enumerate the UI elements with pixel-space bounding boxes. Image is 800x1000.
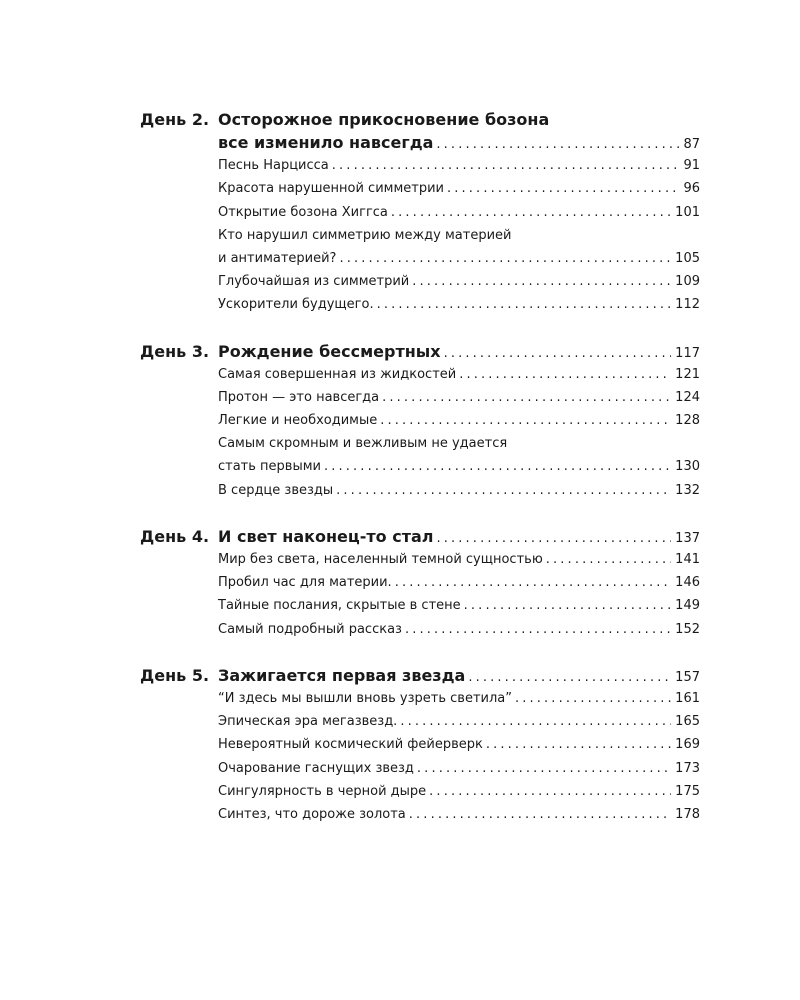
entry-title: Самая совершенная из жидкостей [218, 366, 457, 382]
entry-title: Очарование гаснущих звезд [218, 760, 414, 776]
toc-entry[interactable] [140, 363, 700, 386]
entry-title: Песнь Нарцисса [218, 158, 329, 174]
toc-entry[interactable] [140, 201, 700, 224]
leader-dots [417, 757, 671, 780]
section-gap [140, 502, 700, 525]
entry-title: Открытие бозона Хиггса [218, 204, 388, 220]
leader-dots [395, 571, 671, 594]
toc-entry[interactable] [140, 571, 700, 594]
entry-page: 112 [675, 297, 700, 313]
entry-title: “И здесь мы вышли вновь узреть светила” [218, 690, 512, 706]
chapter-2-number: День 2. [140, 110, 210, 129]
leader-dots [380, 409, 671, 432]
entry-title: Синтез, что дороже золота [218, 806, 406, 822]
leader-dots [444, 342, 672, 365]
leader-dots [409, 803, 671, 826]
entry-page: 101 [675, 204, 700, 220]
entry-page: 124 [675, 389, 700, 405]
entry-page: 165 [675, 714, 700, 730]
entry-page: 152 [675, 621, 700, 637]
chapter-2-title-line2: все изменило навсегда [218, 133, 434, 152]
chapter-2-heading[interactable] [140, 108, 700, 131]
table-of-contents [140, 108, 700, 826]
toc-entry[interactable] [140, 386, 700, 409]
toc-entry[interactable] [140, 780, 700, 803]
leader-dots [339, 247, 671, 270]
toc-entry[interactable] [140, 455, 700, 478]
chapter-4-title: И свет наконец-то стал [218, 526, 434, 546]
toc-entry[interactable] [140, 710, 700, 733]
leader-dots [436, 133, 679, 156]
chapter-3-heading[interactable] [140, 340, 700, 363]
toc-entry-line1[interactable] [140, 224, 700, 247]
leader-dots [400, 710, 671, 733]
entry-title: Ускорители будущего. [218, 297, 374, 313]
toc-entry[interactable] [140, 757, 700, 780]
entry-title: Глубочайшая из симметрий [218, 274, 410, 290]
toc-entry[interactable] [140, 409, 700, 432]
leader-dots [336, 479, 671, 502]
entry-page: 146 [675, 575, 700, 591]
entry-page: 149 [675, 598, 700, 614]
entry-page: 178 [675, 806, 700, 822]
toc-entry[interactable] [140, 270, 700, 293]
leader-dots [436, 527, 671, 550]
toc-entry[interactable] [140, 479, 700, 502]
entry-title: Красота нарушенной симметрии [218, 181, 444, 197]
toc-entry[interactable] [140, 618, 700, 641]
toc-entry[interactable] [140, 177, 700, 200]
entry-title-line1: Кто нарушил симметрию между материей [218, 227, 512, 243]
leader-dots [382, 386, 671, 409]
leader-dots [447, 177, 679, 200]
toc-entry[interactable] [140, 687, 700, 710]
chapter-2-page: 87 [683, 137, 700, 152]
entry-page: 161 [675, 690, 700, 706]
chapter-3-page: 117 [675, 345, 700, 361]
entry-title: Легкие и необходимые [218, 413, 378, 429]
entry-title: Самый подробный рассказ [218, 621, 402, 637]
toc-entry[interactable] [140, 594, 700, 617]
entry-page: 105 [675, 250, 700, 266]
leader-dots [412, 270, 671, 293]
entry-title: Сингулярность в черной дыре [218, 783, 427, 799]
entry-title: Протон — это навсегда [218, 389, 380, 405]
leader-dots [515, 687, 671, 710]
leader-dots [405, 618, 671, 641]
toc-entry[interactable] [140, 154, 700, 177]
toc-entry[interactable] [140, 548, 700, 571]
entry-title: Мир без света, населенный темной сущностью [218, 552, 543, 567]
entry-page: 121 [675, 366, 700, 382]
entry-title: Пробил час для материи. [218, 575, 392, 591]
leader-dots [459, 363, 671, 386]
section-gap [140, 317, 700, 340]
toc-entry[interactable] [140, 247, 700, 270]
entry-page: 109 [675, 274, 700, 290]
leader-dots [429, 780, 671, 803]
chapter-5-title: Зажигается первая звезда [218, 665, 466, 685]
section-gap [140, 641, 700, 664]
entry-title: и антиматерией? [218, 250, 337, 266]
entry-page: 169 [675, 737, 700, 753]
toc-entry-line1[interactable] [140, 432, 700, 455]
entry-page: 91 [683, 158, 700, 174]
leader-dots [332, 154, 680, 177]
entry-title-line1: Самым скромным и вежливым не удается [218, 436, 508, 452]
leader-dots [391, 201, 671, 224]
leader-dots [546, 548, 671, 571]
entry-page: 175 [675, 783, 700, 799]
entry-title: В сердце звезды [218, 482, 334, 498]
entry-page: 128 [675, 413, 700, 429]
chapter-3-number: День 3. [140, 341, 210, 361]
toc-entry[interactable] [140, 803, 700, 826]
toc-entry[interactable] [140, 293, 700, 316]
entry-title: стать первыми [218, 459, 321, 475]
entry-title: Эпическая эра мегазвезд. [218, 714, 398, 730]
chapter-2-heading-cont[interactable] [140, 131, 700, 154]
entry-title: Тайные послания, скрытые в стене [218, 598, 461, 614]
entry-page: 130 [675, 459, 700, 475]
entry-page: 96 [683, 181, 700, 197]
chapter-4-page: 137 [675, 530, 700, 546]
entry-page: 132 [675, 482, 700, 498]
chapter-5-heading[interactable] [140, 664, 700, 687]
chapter-4-heading[interactable] [140, 525, 700, 548]
chapter-4-number: День 4. [140, 526, 210, 546]
leader-dots [464, 594, 672, 617]
chapter-2-title-line1: Осторожное прикосновение бозона [218, 110, 550, 129]
chapter-5-number: День 5. [140, 665, 210, 685]
toc-entry[interactable] [140, 733, 700, 756]
entry-title: Невероятный космический фейерверк [218, 737, 483, 753]
chapter-5-page: 157 [675, 669, 700, 685]
leader-dots [324, 455, 671, 478]
leader-dots [486, 733, 671, 756]
entry-page: 173 [675, 760, 700, 776]
leader-dots [468, 666, 671, 689]
entry-page: 141 [675, 552, 700, 567]
leader-dots [377, 293, 672, 316]
chapter-3-title: Рождение бессмертных [218, 341, 441, 361]
